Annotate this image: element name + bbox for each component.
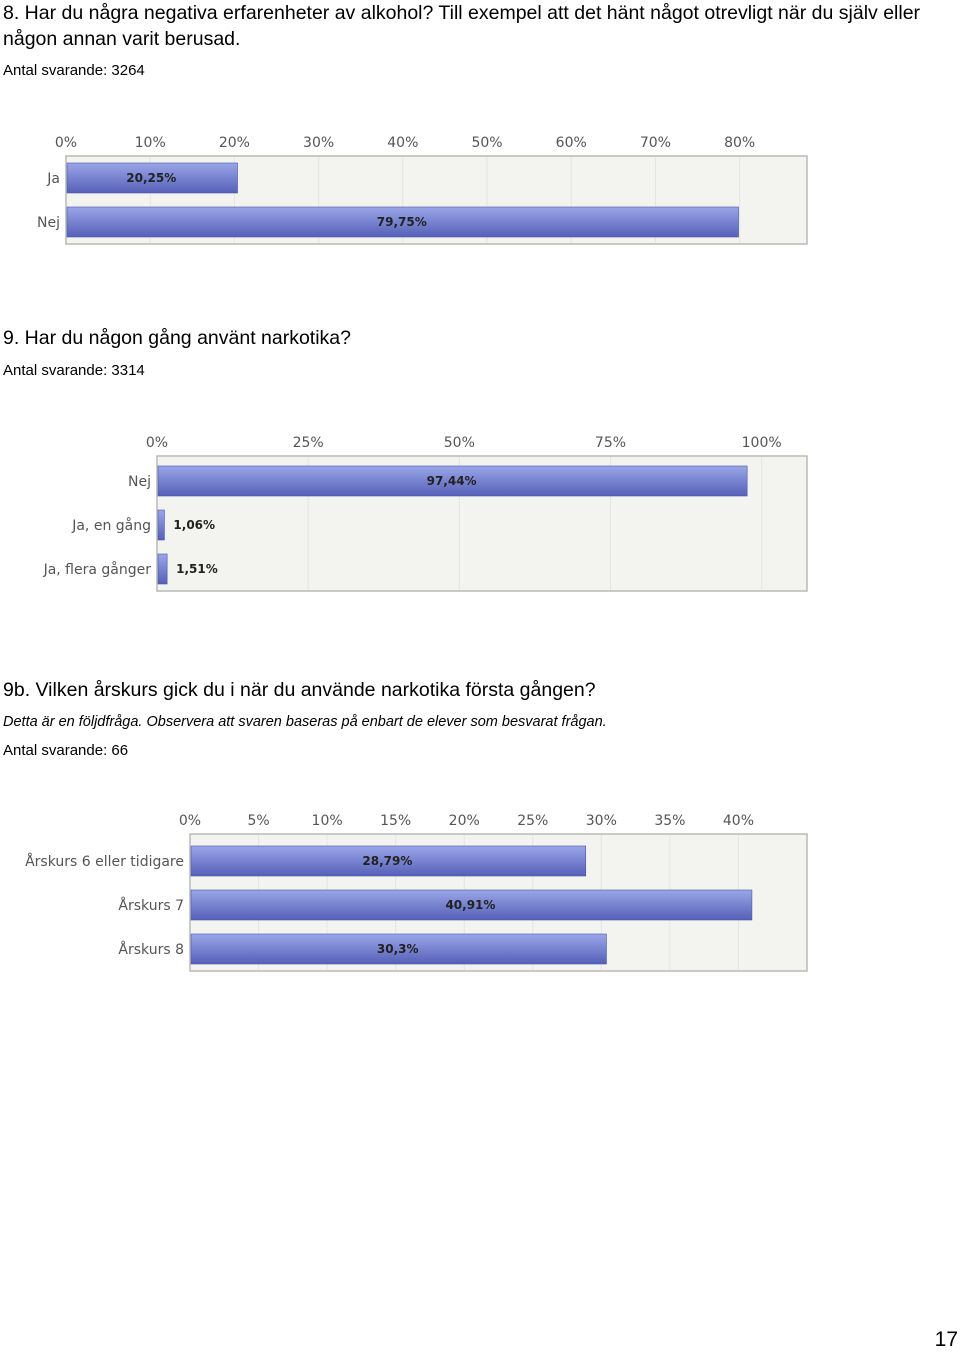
x-tick-label: 40%: [722, 813, 755, 829]
x-tick-label: 0%: [54, 135, 78, 151]
x-tick-label: 35%: [654, 813, 686, 829]
chart-question-9b: [0, 800, 960, 990]
chart-question-8: [0, 120, 960, 260]
bar: [158, 554, 167, 584]
x-tick-label: 10%: [134, 135, 166, 151]
x-tick-label: 30%: [585, 813, 617, 829]
bar-value-label: 97,44%: [426, 474, 477, 488]
bar-value-label: 28,79%: [362, 854, 413, 868]
bar-value-label: 20,25%: [126, 171, 177, 185]
x-tick-label: 0%: [178, 813, 202, 829]
bar-value-label: 1,51%: [176, 562, 218, 576]
x-tick-label: 60%: [555, 135, 587, 151]
x-tick-label: 50%: [443, 435, 475, 451]
category-label: Årskurs 7: [118, 898, 184, 914]
x-tick-label: 20%: [218, 135, 250, 151]
question-9b-note: Detta är en följdfråga. Observera att svaren baseras på enbart de elever som besvarat frågan.: [3, 714, 607, 730]
bar-value-label: 79,75%: [376, 215, 427, 229]
category-label: Ja, en gång: [72, 518, 151, 534]
x-tick-label: 20%: [448, 813, 480, 829]
x-tick-label: 25%: [517, 813, 549, 829]
x-tick-label: 80%: [724, 135, 756, 151]
question-9b-respondents: Antal svarande: 66: [3, 742, 129, 759]
x-tick-label: 15%: [380, 813, 412, 829]
question-9-respondents: Antal svarande: 3314: [3, 362, 145, 379]
x-tick-label: 40%: [387, 135, 419, 151]
category-label: Årskurs 8: [118, 942, 184, 958]
bar-value-label: 30,3%: [376, 942, 419, 956]
bar-value-label: 40,91%: [445, 898, 496, 912]
category-label: Årskurs 6 eller tidigare: [25, 854, 184, 870]
x-tick-label: 70%: [639, 135, 671, 151]
x-tick-label: 30%: [303, 135, 335, 151]
bar: [158, 510, 164, 540]
x-tick-label: 75%: [594, 435, 627, 451]
question-9b-title: 9b. Vilken årskurs gick du i när du använde narkotika första gången?: [3, 679, 596, 701]
category-label: Ja: [47, 171, 60, 187]
x-tick-label: 50%: [471, 135, 503, 151]
x-tick-label: 100%: [741, 435, 782, 451]
x-tick-label: 10%: [311, 813, 343, 829]
category-label: Nej: [128, 474, 151, 490]
bar-value-label: 1,06%: [173, 518, 216, 532]
page-number: 17: [934, 1328, 958, 1351]
category-label: Ja, flera gånger: [43, 562, 151, 578]
chart-question-9: [0, 420, 960, 610]
category-label: Nej: [37, 215, 60, 231]
x-tick-label: 5%: [247, 813, 270, 829]
question-8-title: 8. Har du några negativa erfarenheter av alkohol? Till exempel att det hänt något otrevligt när du själv eller någon annan varit berusad.: [3, 2, 921, 50]
question-9-title: 9. Har du någon gång använt narkotika?: [3, 327, 352, 349]
x-tick-label: 25%: [292, 435, 324, 451]
x-tick-label: 0%: [145, 435, 169, 451]
question-8-respondents: Antal svarande: 3264: [3, 62, 145, 79]
